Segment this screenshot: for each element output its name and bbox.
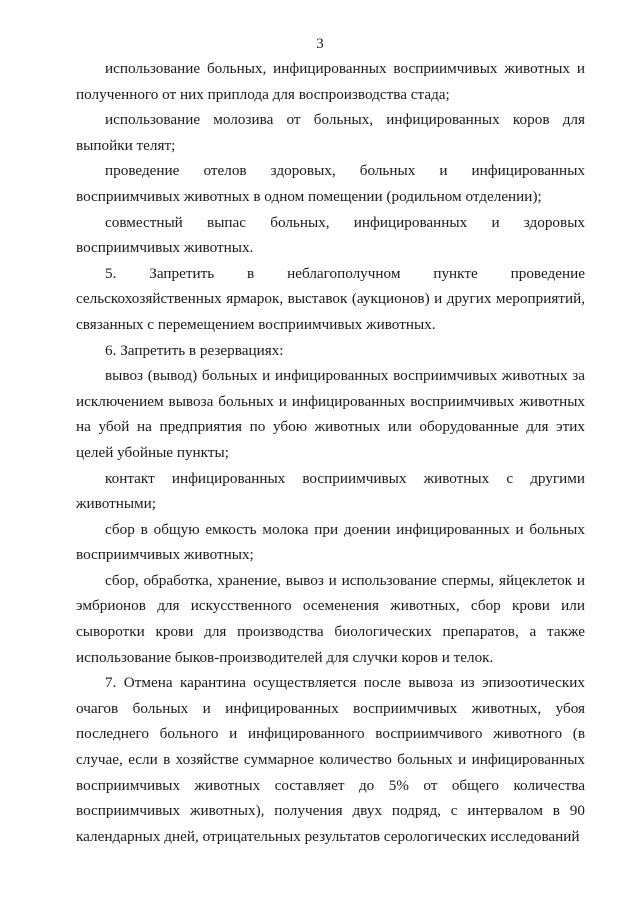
paragraph-colostrum: использование молозива от больных, инфицированных коров для выпойки телят;: [76, 111, 585, 154]
paragraph-sperm-blood: сбор, обработка, хранение, вывоз и использование спермы, яйцеклеток и эмбрионов для искусственного осеменения животных, сбор крови или сыворотки крови для производства биологических препаратов, а также использование быков-производителей для случки коров и телок.: [76, 571, 585, 666]
paragraph-use-of-animals: использование больных, инфицированных восприимчивых животных и полученного от них приплода для воспроизводства стада;: [76, 60, 585, 103]
paragraph-item-7: 7. Отмена карантина осуществляется после вывоза из эпизоотических очагов больных и инфицированных восприимчивых животных, убоя последнего больного и инфицированного восприимчивого животного (в случае, если в хозяйстве суммарное количество больных и инфицированных восприимчивых животных составляет до 5% от общего количества восприимчивых животных), получения двух подряд, с интервалом в 90 календарных дней, отрицательных результатов серологических исследований: [76, 674, 585, 845]
paragraph-grazing: совместный выпас больных, инфицированных и здоровых восприимчивых животных.: [76, 213, 585, 257]
paragraph-item-5: 5. Запретить в неблагополучном пункте проведение сельскохозяйственных ярмарок, выставок (аукционов) и других мероприятий, связанных с перемещением восприимчивых животных.: [76, 264, 585, 333]
page-number: 3: [316, 36, 324, 52]
paragraph-calving: проведение отелов здоровых, больных и инфицированных восприимчивых животных в одном помещении (родильном отделении);: [76, 162, 585, 205]
paragraph-removal: вывоз (вывод) больных и инфицированных восприимчивых животных за исключением вывоза больных и инфицированных восприимчивых животных на убой на предприятия по убою животных или оборудованные для этих целей убойные пункты;: [76, 367, 585, 461]
document-body: [76, 56, 585, 849]
paragraph-milk-collection: сбор в общую емкость молока при доении инфицированных и больных восприимчивых животных;: [76, 520, 585, 564]
paragraph-contact: контакт инфицированных восприимчивых животных с другими животными;: [76, 469, 585, 513]
paragraph-item-6-heading: 6. Запретить в резервациях:: [105, 341, 284, 359]
